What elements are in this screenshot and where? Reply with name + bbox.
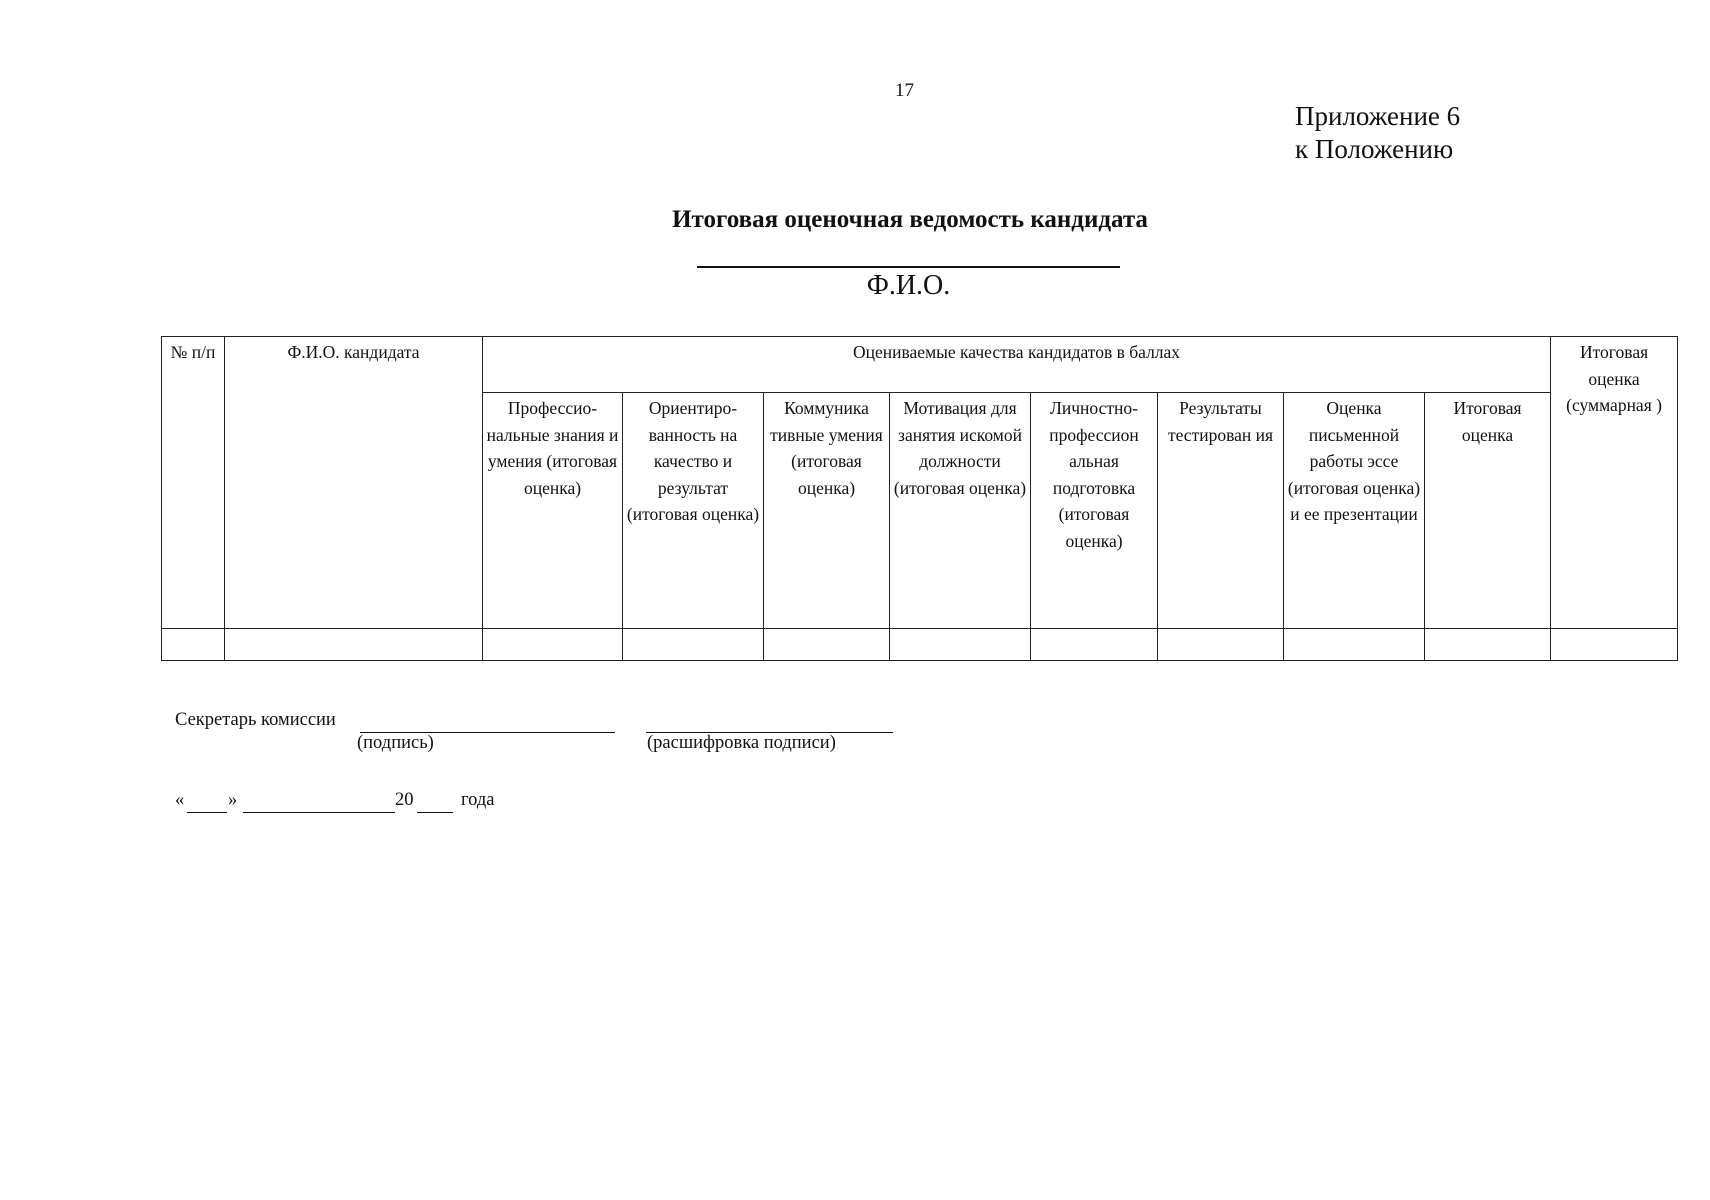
evaluation-table [161, 336, 1678, 661]
table-cell[interactable] [764, 629, 890, 661]
table-cell[interactable] [1284, 629, 1425, 661]
secretary-label: Секретарь комиссии [175, 710, 336, 730]
header-evaluated-qualities: Оцениваемые качества кандидатов в баллах [483, 337, 1551, 393]
table-cell[interactable] [483, 629, 623, 661]
table-cell[interactable] [623, 629, 764, 661]
header-total-score: Итоговая оценка (суммарная ) [1551, 337, 1678, 629]
table-cell[interactable] [1031, 629, 1158, 661]
header-candidate-name: Ф.И.О. кандидата [225, 337, 483, 629]
header-criterion: Итоговая оценка [1425, 393, 1551, 629]
date-year-line[interactable] [417, 812, 453, 813]
document-title: Итоговая оценочная ведомость кандидата [672, 206, 1148, 233]
table-cell[interactable] [890, 629, 1031, 661]
table-cell[interactable] [162, 629, 225, 661]
table-cell[interactable] [225, 629, 483, 661]
header-number: № п/п [162, 337, 225, 629]
table-cell[interactable] [1551, 629, 1678, 661]
date-open-quote: « [175, 790, 185, 810]
signature-decoding-caption: (расшифровка подписи) [647, 733, 836, 753]
header-criterion: Результаты тестирован ия [1158, 393, 1284, 629]
table-cell[interactable] [1425, 629, 1551, 661]
header-criterion: Личностно-профессион альная подготовка (итоговая оценка) [1031, 393, 1158, 629]
appendix-line-1: Приложение 6 [1295, 101, 1461, 131]
header-criterion: Профессио-нальные знания и умения (итоговая оценка) [483, 393, 623, 629]
date-month-line[interactable] [243, 812, 395, 813]
appendix-line-2: к Положению [1295, 134, 1454, 164]
header-criterion: Мотивация для занятия искомой должности (итоговая оценка) [890, 393, 1031, 629]
date-suffix: года [461, 790, 495, 810]
table-cell[interactable] [1158, 629, 1284, 661]
header-criterion: Ориентиро-ванность на качество и результат (итоговая оценка) [623, 393, 764, 629]
date-day-line[interactable] [187, 812, 227, 813]
page-number: 17 [895, 80, 914, 101]
table-row [162, 629, 1678, 661]
header-criterion: Оценка письменной работы эссе (итоговая оценка) и ее презентации [1284, 393, 1425, 629]
date-year-prefix: 20 [395, 790, 414, 810]
signature-caption: (подпись) [357, 733, 434, 753]
appendix-reference [1295, 100, 1460, 166]
header-criterion: Коммуника тивные умения (итоговая оценка) [764, 393, 890, 629]
date-close-quote: » [228, 790, 238, 810]
fio-blank-line[interactable] [697, 266, 1120, 268]
fio-caption: Ф.И.О. [866, 270, 951, 301]
